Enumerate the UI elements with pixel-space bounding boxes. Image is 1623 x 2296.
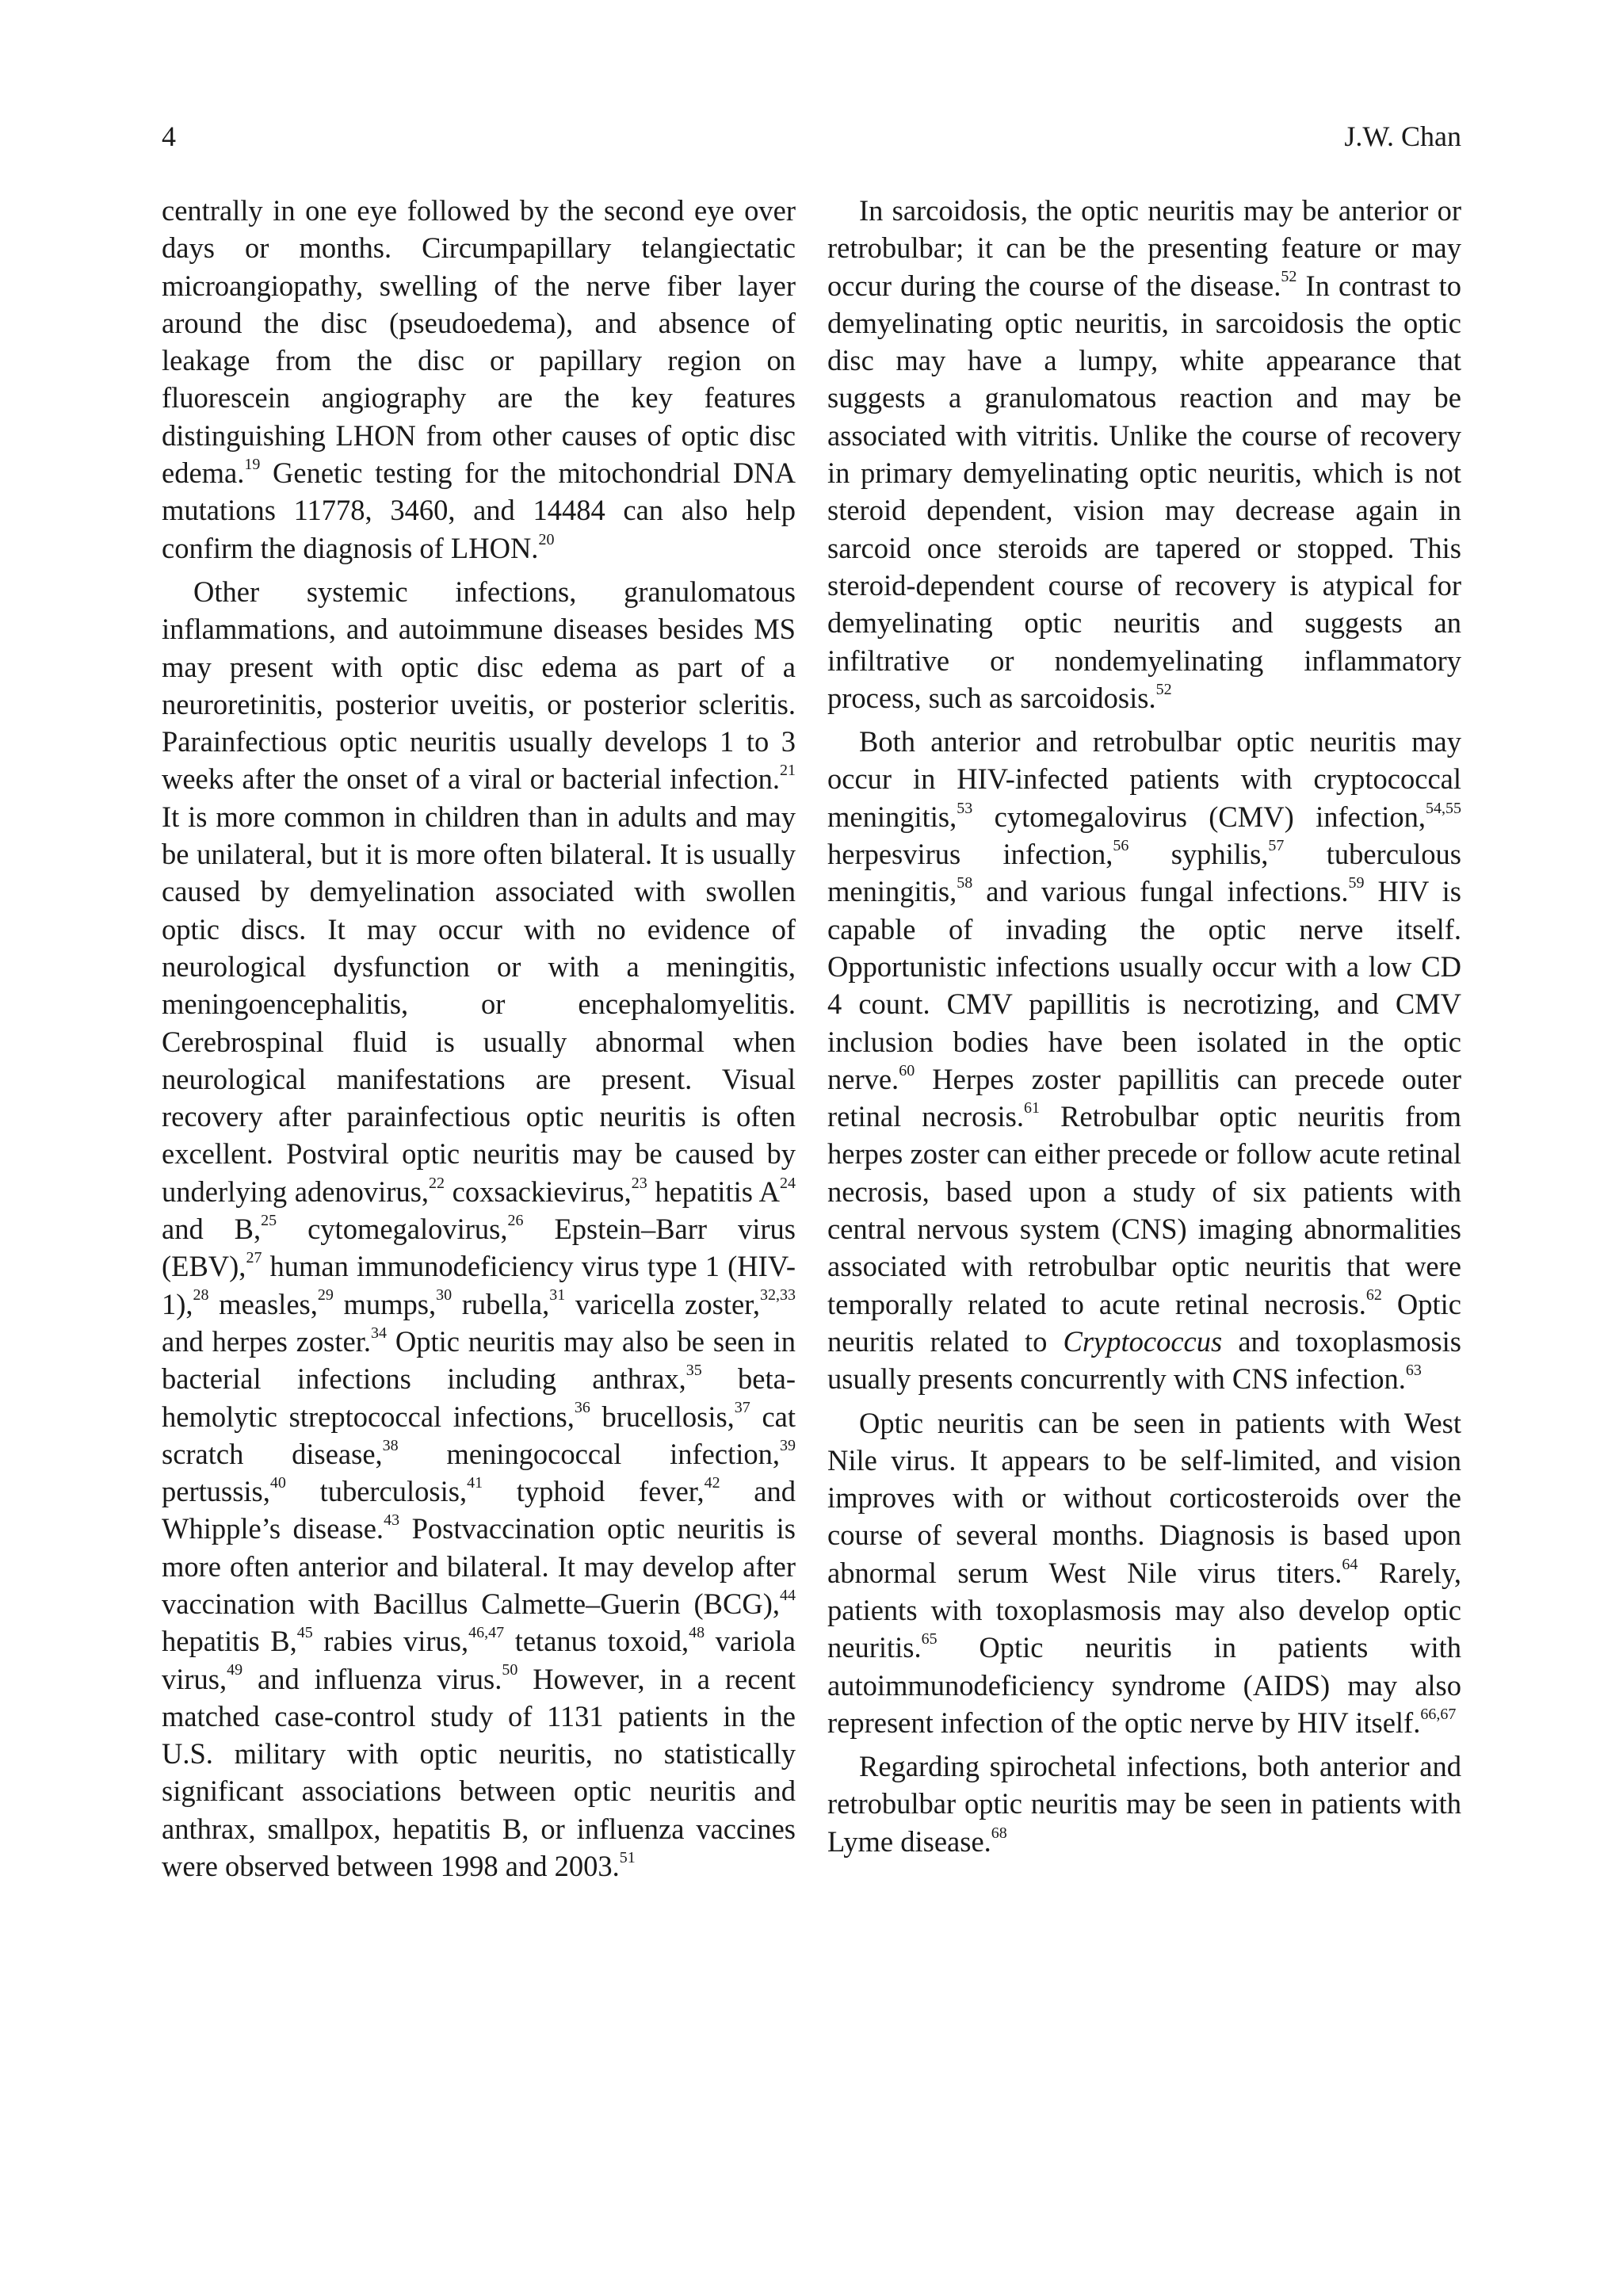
- citation-ref: 60: [899, 1061, 915, 1079]
- citation-ref: 44: [780, 1586, 796, 1604]
- citation-ref: 39: [780, 1436, 796, 1454]
- citation-ref: 62: [1365, 1286, 1382, 1305]
- citation-ref: 24: [779, 1174, 796, 1192]
- citation-ref: 63: [1405, 1362, 1422, 1380]
- citation-ref: 37: [734, 1399, 750, 1417]
- citation-ref: 48: [689, 1624, 705, 1642]
- citation-ref: 57: [1268, 836, 1285, 854]
- paragraph: centrally in one eye followed by the second eye over days or months. Circumpapillary telangiectatic microangiopathy, swelling of the nerve fiber layer around the disc (pseudoedema), and absence of leakage from the disc or papillary region on fluorescein angiography are the key features distinguishing LHON from other causes of optic disc edema.$^{19}$ Genetic testing for the mitochondrial DNA mutations 11778, 3460, and 14484 can also help confirm the diagnosis of LHON.$^{20}$: [162, 194, 796, 564]
- right-text-column: [827, 192, 1461, 1860]
- citation-ref: 27: [246, 1249, 262, 1267]
- citation-ref: 34: [370, 1324, 387, 1342]
- citation-ref: 40: [269, 1473, 286, 1492]
- citation-ref: 50: [502, 1661, 518, 1679]
- paragraph: Both anterior and retrobulbar optic neuritis may occur in HIV-infected patients with cryptococcal meningitis,$^{53}$ cytomegalovirus (CMV) infection,$^{54,55}$ herpesvirus infection,$^{56}$ syphilis,$^{57}$ tuberculous meningitis,$^{58}$ and various fungal infections.$^{59}$ HIV is capable of invading the optic nerve itself. Opportunistic infections usually occur with a low CD 4 count. CMV papillitis is necrotizing, and CMV inclusion bodies have been isolated in the optic nerve.$^{60}$ Herpes zoster papillitis can precede outer retinal necrosis.$^{61}$ Retrobulbar optic neuritis from herpes zoster can either precede or follow acute retinal necrosis, based upon a study of six patients with central nervous system (CNS) imaging abnormalities associated with retrobulbar optic neuritis that were temporally related to acute retinal necrosis.$^{62}$ Optic neuritis related to Cryptococcus and toxoplasmosis usually presents concurrently with CNS infection.$^{63}$: [827, 725, 1462, 1396]
- citation-ref: 22: [429, 1174, 445, 1192]
- citation-ref: 52: [1155, 680, 1172, 698]
- citation-ref: 65: [921, 1630, 938, 1648]
- citation-ref: 43: [384, 1511, 400, 1530]
- citation-ref: 20: [538, 530, 555, 548]
- citation-ref: 25: [261, 1211, 277, 1229]
- citation-ref: 28: [193, 1286, 209, 1305]
- citation-ref: 58: [957, 874, 973, 892]
- citation-ref: 46,47: [468, 1624, 505, 1642]
- citation-ref: 29: [317, 1286, 334, 1305]
- citation-ref: 53: [957, 799, 973, 817]
- citation-ref: 35: [685, 1362, 702, 1380]
- citation-ref: 59: [1348, 874, 1365, 892]
- paragraph: In sarcoidosis, the optic neuritis may be anterior or retrobulbar; it can be the presenting feature or may occur during the course of the disease.$^{52}$ In contrast to demyelinating optic neuritis, in sarcoidosis the optic disc may have a lumpy, white appearance that suggests a granulomatous reaction and may be associated with vitritis. Unlike the course of recovery in primary demyelinating optic neuritis, which is not steroid dependent, vision may decrease again in sarcoid once steroids are tapered or stopped. This steroid-dependent course of recovery is atypical for demyelinating optic neuritis and suggests an infiltrative or nondemyelinating inflammatory process, such as sarcoidosis.$^{52}$: [827, 194, 1461, 714]
- citation-ref: 64: [1342, 1555, 1358, 1573]
- left-text-column: [162, 192, 796, 1885]
- citation-ref: 38: [382, 1436, 399, 1454]
- citation-ref: 19: [244, 455, 261, 473]
- citation-ref: 49: [227, 1661, 243, 1679]
- citation-ref: 31: [549, 1286, 566, 1305]
- citation-ref: 21: [780, 762, 796, 780]
- citation-ref: 68: [991, 1824, 1007, 1842]
- page-number: 4: [162, 120, 176, 152]
- citation-ref: 56: [1113, 836, 1129, 854]
- citation-ref: 41: [467, 1473, 483, 1492]
- citation-ref: 26: [507, 1211, 524, 1229]
- citation-ref: 32,33: [760, 1286, 796, 1305]
- citation-ref: 30: [436, 1286, 453, 1305]
- paragraph: Other systemic infections, granulomatous inflammations, and autoimmune diseases besides MS may present with optic disc edema as part of a neuroretinitis, posterior uveitis, or posterior scleritis. Parainfectious optic neuritis usually develops 1 to 3 weeks after the onset of a viral or bacterial infection.$^{21}$ It is more common in children than in adults and may be unilateral, but it is more often bilateral. It is usually caused by demyelination associated with swollen optic discs. It may occur with no evidence of neurological dysfunction or with a meningitis, meningoencephalitis, or encephalomyelitis. Cerebrospinal fluid is usually abnormal when neurological manifestations are present. Visual recovery after parainfectious optic neuritis is often excellent. Postviral optic neuritis may be caused by underlying adenovirus,$^{22}$ coxsackievirus,$^{23}$ hepatitis $A^{24}$ and B,$^{25}$ cytomegalovirus,$^{26}$ Epstein–Barr virus (EBV),$^{27}$ human immunodeficiency virus type 1 (HIV-1),$^{28}$ measles,$^{29}$ mumps,$^{30}$ rubella,$^{31}$ varicella zoster,$^{32,33}$ and herpes zoster.$^{34}$ Optic neuritis may also be seen in bacterial infections including anthrax,$^{35}$ beta-hemolytic streptococcal infections,$^{36}$ brucellosis,$^{37}$ cat scratch disease,$^{38}$ meningococcal infection,$^{39}$ pertussis,$^{40}$ tuberculosis,$^{41}$ typhoid fever,$^{42}$ and Whipple’s disease.$^{43}$ Postvaccination optic neuritis is more often anterior and bilateral. It may develop after vaccination with Bacillus Calmette–Guerin (BCG),$^{44}$ hepatitis B,$^{45}$ rabies virus,$^{46,47}$ tetanus toxoid,$^{48}$ variola virus,$^{49}$ and influenza virus.$^{50}$ However, in a recent matched case-control study of 1131 patients in the U.S. military with optic neuritis, no statistically significant associations between optic neuritis and anthrax, smallpox, hepatitis B, or influenza vaccines were observed between 1998 and 2003.51: [162, 575, 796, 1883]
- citation-ref: 42: [704, 1473, 720, 1492]
- citation-ref: 36: [574, 1399, 590, 1417]
- italic-term: Cryptococcus: [1063, 1324, 1223, 1358]
- citation-ref: 51: [619, 1848, 636, 1866]
- citation-ref: 45: [296, 1624, 313, 1642]
- citation-ref: 61: [1024, 1098, 1041, 1117]
- running-head-author: J.W. Chan: [1344, 120, 1461, 152]
- citation-ref: 54,55: [1426, 799, 1461, 817]
- citation-ref: 52: [1281, 268, 1297, 286]
- citation-ref: 66,67: [1420, 1705, 1457, 1723]
- paragraph: Optic neuritis can be seen in patients with West Nile virus. It appears to be self-limited, and vision improves with or without corticosteroids over the course of several months. Diagnosis is based upon abnormal serum West Nile virus titers.$^{64}$ Rarely, patients with toxoplasmosis may also develop optic neuritis.$^{65}$ Optic neuritis in patients with autoimmunodeficiency syndrome (AIDS) may also represent infection of the optic nerve by HIV itself.$^{66,67}$: [827, 1406, 1461, 1739]
- citation-ref: 23: [631, 1174, 647, 1192]
- paragraph: Regarding spirochetal infections, both anterior and retrobulbar optic neuritis may be seen in patients with Lyme disease.$^{68}$: [827, 1750, 1461, 1858]
